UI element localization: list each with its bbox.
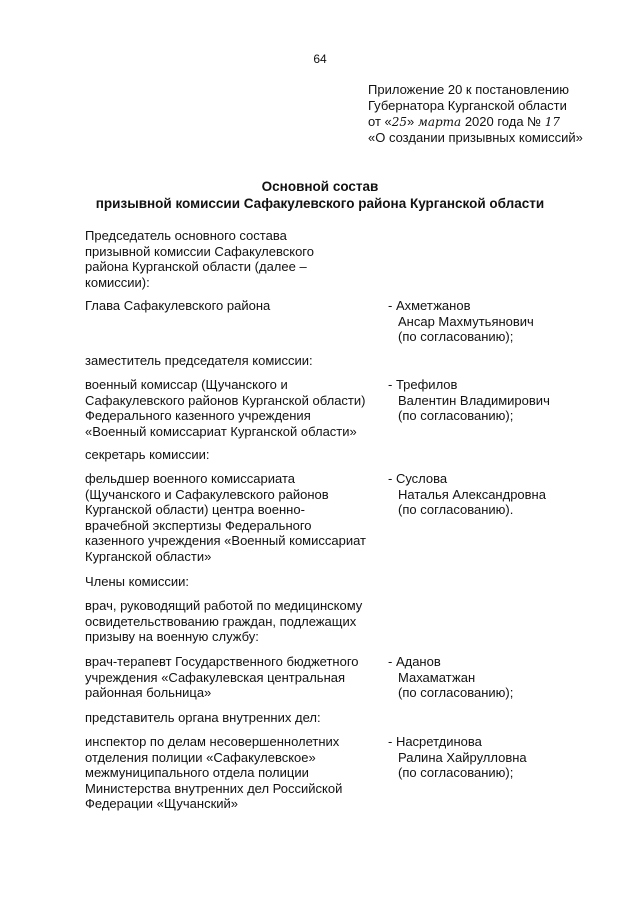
text-line: - Аданов	[388, 654, 441, 669]
text-line: Курганской области) центра военно-	[85, 502, 305, 517]
annex-line-2: Губернатора Курганской области	[368, 98, 567, 113]
entry-person	[388, 471, 628, 518]
text-line: Глава Сафакулевского района	[85, 298, 271, 313]
handwritten-month: марта	[417, 115, 462, 129]
text-line: Ралина Хайрулловна	[398, 749, 527, 765]
text-line: призыву на военную службу:	[85, 629, 259, 644]
annex-header	[368, 82, 633, 146]
text-line: военный комиссар (Щучанского и	[85, 377, 288, 392]
text-line: - Насретдинова	[388, 734, 482, 749]
text-line: (по согласованию);	[398, 685, 514, 700]
document-subtitle: призывной комиссии Сафакулевского района Курганской области	[95, 196, 545, 211]
text-line: межмуниципального отдела полиции	[85, 765, 309, 780]
members-heading: Члены комиссии:	[85, 574, 190, 589]
chairman-header	[85, 228, 395, 290]
text-line: - Ахметжанов	[388, 298, 471, 313]
text-line: врач-терапевт Государственного бюджетного	[85, 654, 359, 669]
page-number: 64	[313, 52, 327, 66]
police-heading: представитель органа внутренних дел:	[85, 710, 321, 725]
entry-person	[388, 298, 628, 345]
text-line: призывной комиссии Сафакулевского	[85, 243, 314, 259]
text-line: Наталья Александровна	[398, 486, 546, 502]
entry-position	[85, 654, 395, 701]
handwritten-number: 17	[544, 115, 561, 129]
text-line: (по согласованию);	[398, 329, 514, 344]
text-line: Махаматжан	[398, 669, 476, 685]
annex-line-1: Приложение 20 к постановлению	[368, 82, 570, 97]
text-line: (Щучанского и Сафакулевского районов	[85, 486, 329, 502]
text-line: казенного учреждения «Военный комиссариат	[85, 533, 366, 548]
text-line: врач, руководящий работой по медицинскому	[85, 598, 363, 613]
text-line: Валентин Владимирович	[398, 392, 550, 408]
text-line: районная больница»	[85, 685, 212, 700]
text-line: инспектор по делам несовершеннолетних	[85, 734, 340, 749]
deputy-heading: заместитель председателя комиссии:	[85, 353, 313, 368]
annex-year: 2020 года №	[461, 114, 545, 129]
text-line: Федерального казенного учреждения	[85, 408, 311, 423]
text-line: комиссии):	[85, 274, 150, 290]
entry-person	[388, 377, 628, 424]
annex-date-mid: »	[407, 114, 418, 129]
annex-line-3	[368, 114, 633, 130]
text-line: Федерации «Щучанский»	[85, 796, 239, 811]
entry-position	[85, 298, 395, 314]
text-line: отделения полиции «Сафакулевское»	[85, 749, 316, 765]
text-line: освидетельствованию граждан, подлежащих	[85, 613, 357, 629]
entry-position	[85, 471, 395, 564]
entry-person	[388, 654, 628, 701]
text-line: фельдшер военного комиссариата	[85, 471, 296, 486]
entry-position	[85, 734, 395, 812]
text-line: Курганской области»	[85, 548, 212, 564]
annex-date-prefix: от «	[368, 114, 392, 129]
entry-position	[85, 377, 395, 439]
text-line: «Военный комиссариат Курганской области»	[85, 423, 357, 439]
text-line: (по согласованию).	[398, 502, 514, 517]
text-line: - Трефилов	[388, 377, 458, 392]
document-title: Основной состав	[261, 179, 379, 194]
text-line: района Курганской области (далее –	[85, 259, 307, 274]
text-line: Министерства внутренних дел Российской	[85, 780, 343, 796]
text-line: (по согласованию);	[398, 408, 514, 423]
doctor-heading	[85, 598, 395, 645]
annex-line-4: «О создании призывных комиссий»	[368, 130, 583, 145]
text-line: Председатель основного состава	[85, 228, 287, 243]
text-line: врачебной экспертизы Федерального	[85, 517, 312, 533]
text-line: (по согласованию);	[398, 765, 514, 780]
text-line: учреждения «Сафакулевская центральная	[85, 669, 346, 685]
text-line: Сафакулевского районов Курганской области)	[85, 392, 366, 408]
handwritten-day: 25	[391, 115, 408, 129]
secretary-heading: секретарь комиссии:	[85, 447, 210, 462]
text-line: - Суслова	[388, 471, 448, 486]
entry-person	[388, 734, 628, 781]
text-line: Ансар Махмутьянович	[398, 313, 534, 329]
